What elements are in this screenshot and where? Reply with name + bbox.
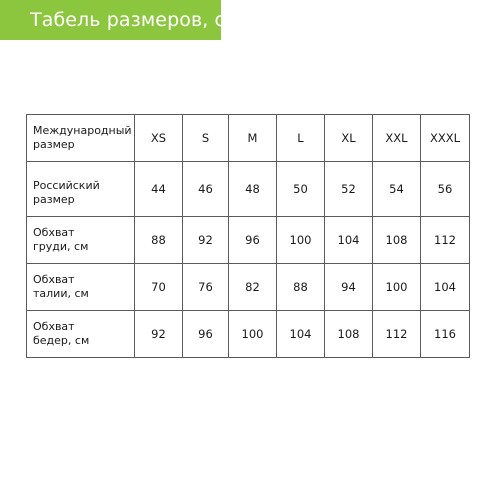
row-label: Обхват бедер, см: [27, 311, 135, 358]
table-cell: 100: [277, 217, 325, 264]
table-cell: 44: [135, 162, 183, 217]
table-cell: 48: [229, 162, 277, 217]
table-cell: 54: [373, 162, 421, 217]
size-table: [26, 114, 470, 358]
table-cell: 76: [183, 264, 229, 311]
table-cell: 88: [277, 264, 325, 311]
table-cell: 92: [183, 217, 229, 264]
row-label: Российский размер: [27, 162, 135, 217]
table-row-chest: [27, 217, 470, 264]
table-cell: XS: [135, 115, 183, 162]
table-row-waist: [27, 264, 470, 311]
page-title: Табель размеров, см: [30, 9, 240, 31]
row-label: Международный размер: [27, 115, 135, 162]
table-cell: 104: [325, 217, 373, 264]
table-cell: 116: [421, 311, 470, 358]
table-cell: 94: [325, 264, 373, 311]
header-banner: [0, 0, 240, 40]
table-cell: 92: [135, 311, 183, 358]
table-cell: 88: [135, 217, 183, 264]
table-cell: 100: [373, 264, 421, 311]
table-cell: M: [229, 115, 277, 162]
table-cell: 52: [325, 162, 373, 217]
table-cell: 96: [229, 217, 277, 264]
table-cell: 104: [421, 264, 470, 311]
table-row-hips: [27, 311, 470, 358]
table-cell: 112: [373, 311, 421, 358]
row-label: Обхват талии, см: [27, 264, 135, 311]
table-cell: 46: [183, 162, 229, 217]
table-cell: 100: [229, 311, 277, 358]
table-cell: 50: [277, 162, 325, 217]
table-cell: 56: [421, 162, 470, 217]
table-cell: XXXL: [421, 115, 470, 162]
table-cell: 96: [183, 311, 229, 358]
table-cell: 104: [277, 311, 325, 358]
table-cell: S: [183, 115, 229, 162]
table-cell: XXL: [373, 115, 421, 162]
table-row-international-size: [27, 115, 470, 162]
table-cell: L: [277, 115, 325, 162]
table-cell: 70: [135, 264, 183, 311]
table-cell: 108: [325, 311, 373, 358]
table-cell: XL: [325, 115, 373, 162]
table-cell: 112: [421, 217, 470, 264]
table-row-russian-size: [27, 162, 470, 217]
table-cell: 108: [373, 217, 421, 264]
row-label: Обхват груди, см: [27, 217, 135, 264]
table-cell: 82: [229, 264, 277, 311]
